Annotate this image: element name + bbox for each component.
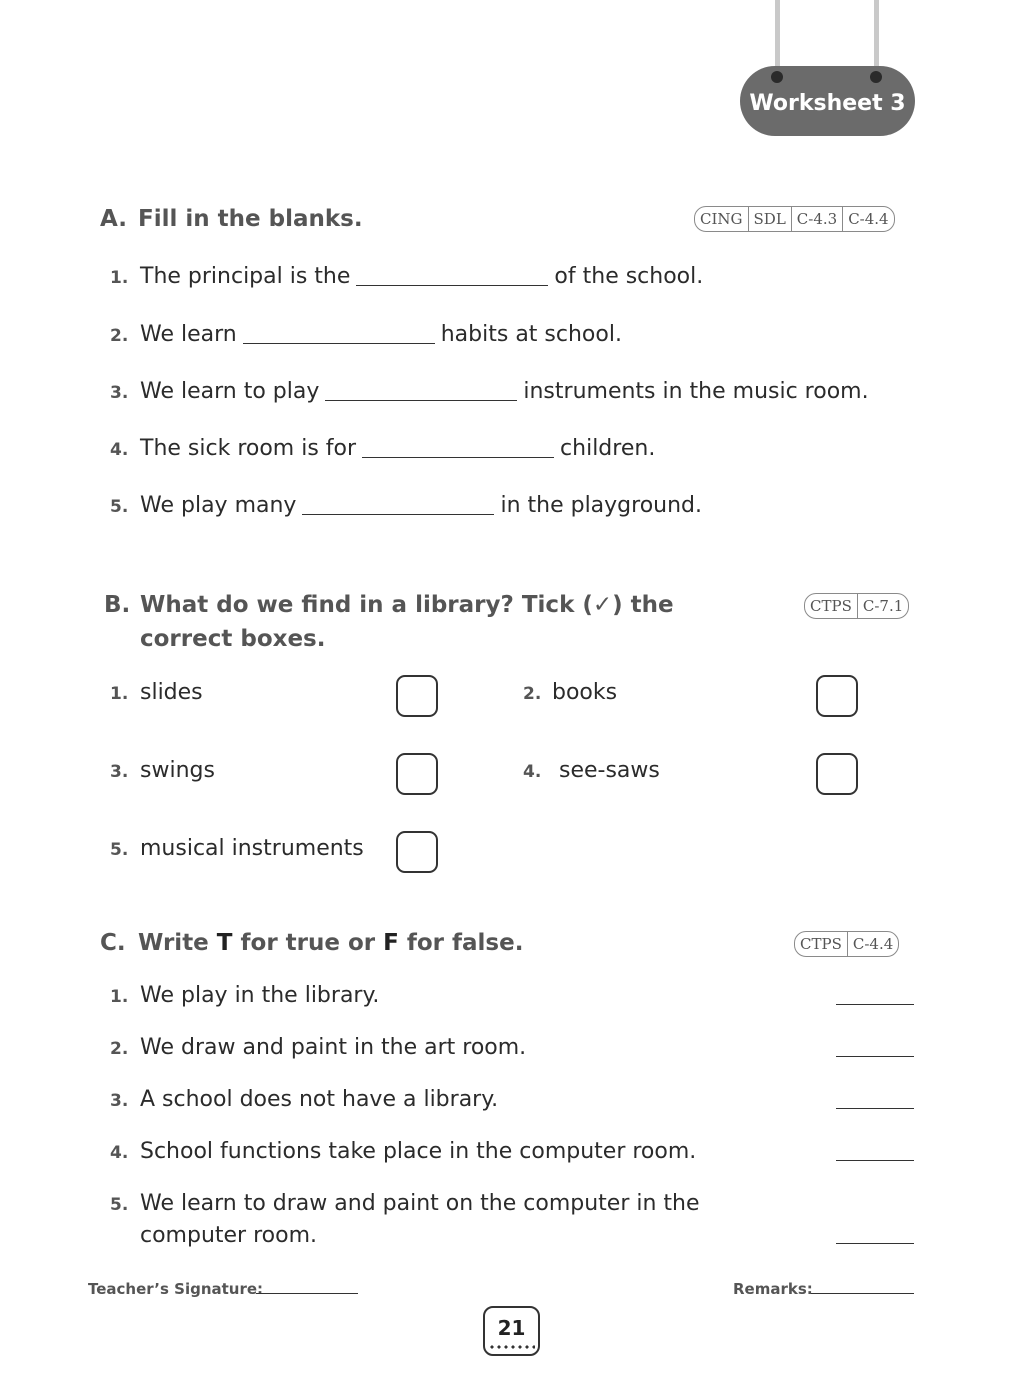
question-number: 5. [110, 497, 129, 517]
section-c-heading [100, 930, 523, 956]
tick-box[interactable] [816, 675, 858, 717]
hanger-ring-left [771, 71, 783, 83]
tick-item-label: see-saws [559, 758, 660, 783]
tick-item-label: swings [140, 758, 215, 783]
fill-blank-item [140, 264, 703, 289]
question-number: 1. [110, 268, 129, 288]
question-number: 4. [110, 440, 129, 460]
tick-item-label: books [552, 680, 618, 705]
remarks-line[interactable] [811, 1293, 914, 1294]
item-text-after: habits at school. [440, 322, 622, 347]
section-b-skill-codes [804, 593, 909, 619]
teacher-signature-label: Teacher’s Signature: [88, 1280, 264, 1298]
true-false-statement: We play in the library. [140, 983, 380, 1008]
skill-code: C-4.3 [791, 207, 842, 231]
true-false-statement-continued: computer room. [140, 1223, 317, 1248]
true-false-statement: We draw and paint in the art room. [140, 1035, 527, 1060]
skill-code: CING [700, 210, 743, 228]
tick-box[interactable] [816, 753, 858, 795]
item-text-after: of the school. [554, 264, 704, 289]
hanger-ring-right [870, 71, 882, 83]
tick-box[interactable] [396, 753, 438, 795]
section-a-title: Fill in the blanks. [138, 206, 363, 232]
worksheet-tag: Worksheet 3 [740, 66, 915, 136]
answer-blank[interactable] [302, 514, 494, 515]
question-number: 3. [110, 383, 129, 403]
fill-blank-item [140, 493, 702, 518]
item-text-after: children. [560, 436, 656, 461]
skill-code: C-4.4 [847, 932, 898, 956]
question-number: 3. [110, 762, 129, 782]
question-number: 2. [110, 326, 129, 346]
section-c-title-part1: Write [138, 930, 217, 956]
tick-box[interactable] [396, 675, 438, 717]
true-false-statement: A school does not have a library. [140, 1087, 499, 1112]
true-false-statement: We learn to draw and paint on the computer in the [140, 1191, 700, 1216]
section-b-letter: B. [104, 592, 131, 618]
answer-line[interactable] [836, 1056, 914, 1057]
answer-blank[interactable] [356, 285, 548, 286]
remarks-label: Remarks: [733, 1280, 813, 1298]
question-number: 1. [110, 684, 129, 704]
item-text-after: in the playground. [500, 493, 703, 518]
skill-code: CTPS [800, 935, 842, 953]
question-number: 2. [523, 684, 542, 704]
item-text-before: We learn [140, 322, 237, 347]
teacher-signature-line[interactable] [256, 1293, 358, 1294]
hanger-left [775, 0, 780, 74]
question-number: 4. [523, 762, 542, 782]
item-text-after: instruments in the music room. [523, 379, 869, 404]
item-text-before: We learn to play [140, 379, 320, 404]
tick-item-label: slides [140, 680, 203, 705]
section-b-title-line2: correct boxes. [140, 626, 326, 652]
tick-item-label: musical instruments [140, 836, 364, 861]
section-c-letter: C. [100, 930, 126, 956]
section-b-heading [104, 588, 674, 656]
question-number: 4. [110, 1143, 129, 1163]
page-number: 21 [483, 1306, 540, 1356]
fill-blank-item [140, 436, 655, 461]
answer-line[interactable] [836, 1108, 914, 1109]
question-number: 1. [110, 987, 129, 1007]
section-c-false-letter: F [383, 930, 399, 956]
section-a-letter: A. [100, 206, 127, 232]
section-c-true-letter: T [216, 930, 233, 956]
section-c-title-part2: for true or [232, 930, 384, 956]
question-number: 5. [110, 840, 129, 860]
page-badge-decoration [489, 1344, 535, 1350]
question-number: 3. [110, 1091, 129, 1111]
answer-line[interactable] [836, 1004, 914, 1005]
question-number: 5. [110, 1195, 129, 1215]
item-text-before: We play many [140, 493, 297, 518]
section-a-skill-codes [694, 206, 895, 232]
item-text-before: The sick room is for [140, 436, 357, 461]
answer-blank[interactable] [362, 457, 554, 458]
true-false-statement: School functions take place in the computer room. [140, 1139, 697, 1164]
tick-box[interactable] [396, 831, 438, 873]
hanger-right [874, 0, 879, 74]
skill-code: SDL [748, 207, 791, 231]
section-a-heading [100, 206, 363, 232]
skill-code: C-4.4 [842, 207, 893, 231]
section-b-title-line1: What do we find in a library? Tick (✓) the [140, 592, 674, 618]
fill-blank-item [140, 379, 869, 404]
skill-code: C-7.1 [857, 594, 908, 618]
section-c-title-part3: for false. [398, 930, 524, 956]
question-number: 2. [110, 1039, 129, 1059]
answer-line[interactable] [836, 1243, 914, 1244]
answer-line[interactable] [836, 1160, 914, 1161]
item-text-before: The principal is the [140, 264, 351, 289]
answer-blank[interactable] [325, 400, 517, 401]
section-c-skill-codes [794, 931, 899, 957]
skill-code: CTPS [810, 597, 852, 615]
fill-blank-item [140, 322, 622, 347]
answer-blank[interactable] [243, 343, 435, 344]
